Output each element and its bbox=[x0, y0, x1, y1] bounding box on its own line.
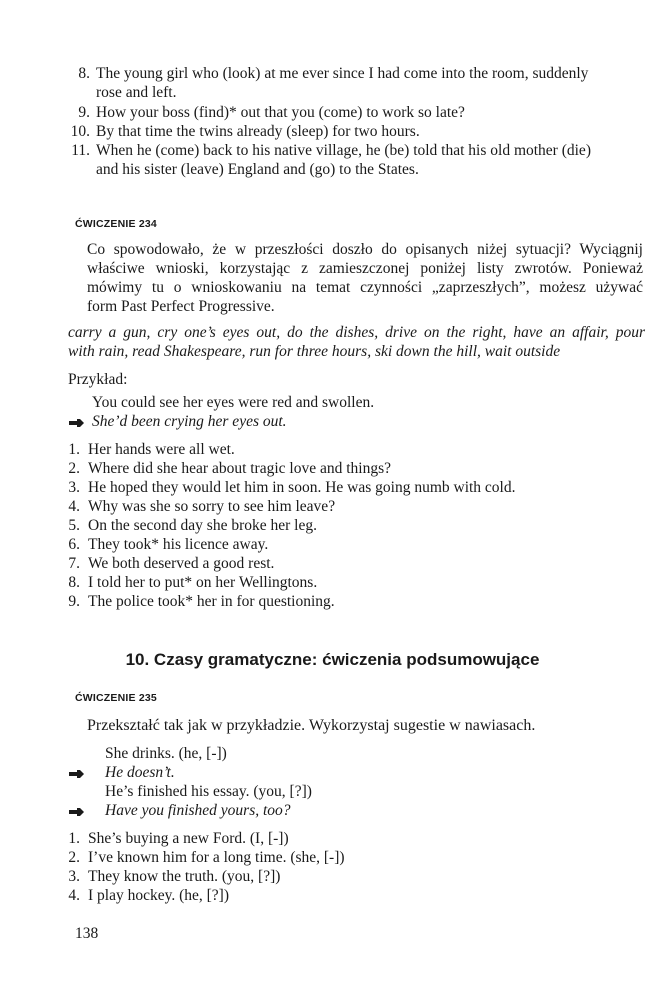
instruction-line: mówimy tu o wnioskowaniu na temat czynności „zaprzeszłych”, możesz używać bbox=[87, 279, 643, 296]
item-number: 2. bbox=[68, 849, 80, 866]
item-text: They took* his licence away. bbox=[88, 536, 269, 553]
example-answer: She’d been crying her eyes out. bbox=[92, 413, 287, 430]
example-answer: He doesn’t. bbox=[105, 764, 175, 781]
example-answer: Have you finished yours, too? bbox=[105, 802, 291, 819]
phrase-line: carry a gun, cry one’s eyes out, do the dishes, drive on the right, have an affair, pour bbox=[68, 324, 645, 341]
item-number: 6. bbox=[68, 536, 80, 553]
phrase-line: with rain, read Shakespeare, run for three hours, ski down the hill, wait outside bbox=[68, 343, 561, 360]
pointing-hand-icon bbox=[68, 769, 86, 779]
item-number: 5. bbox=[68, 517, 80, 534]
example-sentence: He’s finished his essay. (you, [?]) bbox=[105, 783, 312, 800]
item-text: I play hockey. (he, [?]) bbox=[88, 887, 230, 904]
example-sentence: She drinks. (he, [-]) bbox=[105, 745, 227, 762]
item-number: 7. bbox=[68, 555, 80, 572]
item-number: 2. bbox=[68, 460, 80, 477]
exercise-heading: ĆWICZENIE 234 bbox=[75, 218, 157, 230]
pointing-hand-icon bbox=[68, 807, 86, 817]
exercise-instruction: Przekształć tak jak w przykładzie. Wykorzystaj sugestie w nawiasach. bbox=[87, 717, 536, 734]
item-number: 1. bbox=[68, 441, 80, 458]
pointing-hand-icon bbox=[68, 418, 86, 428]
item-number: 3. bbox=[68, 868, 80, 885]
item-text-line: rose and left. bbox=[96, 84, 177, 101]
exercise-instruction bbox=[87, 240, 643, 316]
item-text-line: and his sister (leave) England and (go) to the States. bbox=[96, 161, 419, 178]
item-text: He hoped they would let him in soon. He was going numb with cold. bbox=[88, 479, 516, 496]
item-number: 9. bbox=[78, 104, 90, 121]
item-text: She’s buying a new Ford. (I, [-]) bbox=[88, 830, 289, 847]
item-text: Her hands were all wet. bbox=[88, 441, 235, 458]
item-number: 4. bbox=[68, 887, 80, 904]
exercise-heading: ĆWICZENIE 235 bbox=[75, 692, 157, 704]
item-text: The police took* her in for questioning. bbox=[88, 593, 335, 610]
item-number: 4. bbox=[68, 498, 80, 515]
item-text: Where did she hear about tragic love and things? bbox=[88, 460, 391, 477]
item-number: 8. bbox=[68, 574, 80, 591]
item-text-line: The young girl who (look) at me ever since I had come into the room, suddenly bbox=[96, 65, 589, 82]
item-text: They know the truth. (you, [?]) bbox=[88, 868, 281, 885]
item-number: 10. bbox=[70, 123, 90, 140]
item-text: On the second day she broke her leg. bbox=[88, 517, 317, 534]
item-text-line: By that time the twins already (sleep) for two hours. bbox=[96, 123, 420, 140]
instruction-line: Co spowodowało, że w przeszłości doszło do opisanych niżej sytuacji? Wyciągnij bbox=[87, 241, 643, 258]
item-number: 11. bbox=[71, 142, 90, 159]
instruction-line: form Past Perfect Progressive. bbox=[87, 298, 275, 315]
item-text: We both deserved a good rest. bbox=[88, 555, 275, 572]
item-number: 1. bbox=[68, 830, 80, 847]
item-number: 9. bbox=[68, 593, 80, 610]
item-text: I’ve known him for a long time. (she, [-]) bbox=[88, 849, 345, 866]
item-number: 8. bbox=[78, 65, 90, 82]
item-number: 3. bbox=[68, 479, 80, 496]
page-number: 138 bbox=[75, 925, 99, 942]
instruction-line: właściwe wnioski, korzystając z zamieszczonej poniżej listy zwrotów. Ponieważ bbox=[87, 260, 643, 277]
section-title: 10. Czasy gramatyczne: ćwiczenia podsumowujące bbox=[125, 650, 540, 669]
item-text-line: When he (come) back to his native village, he (be) told that his old mother (die) bbox=[96, 142, 591, 159]
item-text: I told her to put* on her Wellingtons. bbox=[88, 574, 318, 591]
example-label: Przykład: bbox=[68, 371, 128, 388]
item-text: Why was she so sorry to see him leave? bbox=[88, 498, 336, 515]
phrase-list bbox=[68, 323, 645, 361]
example-sentence: You could see her eyes were red and swollen. bbox=[92, 394, 375, 411]
item-text-line: How your boss (find)* out that you (come) to work so late? bbox=[96, 104, 465, 121]
